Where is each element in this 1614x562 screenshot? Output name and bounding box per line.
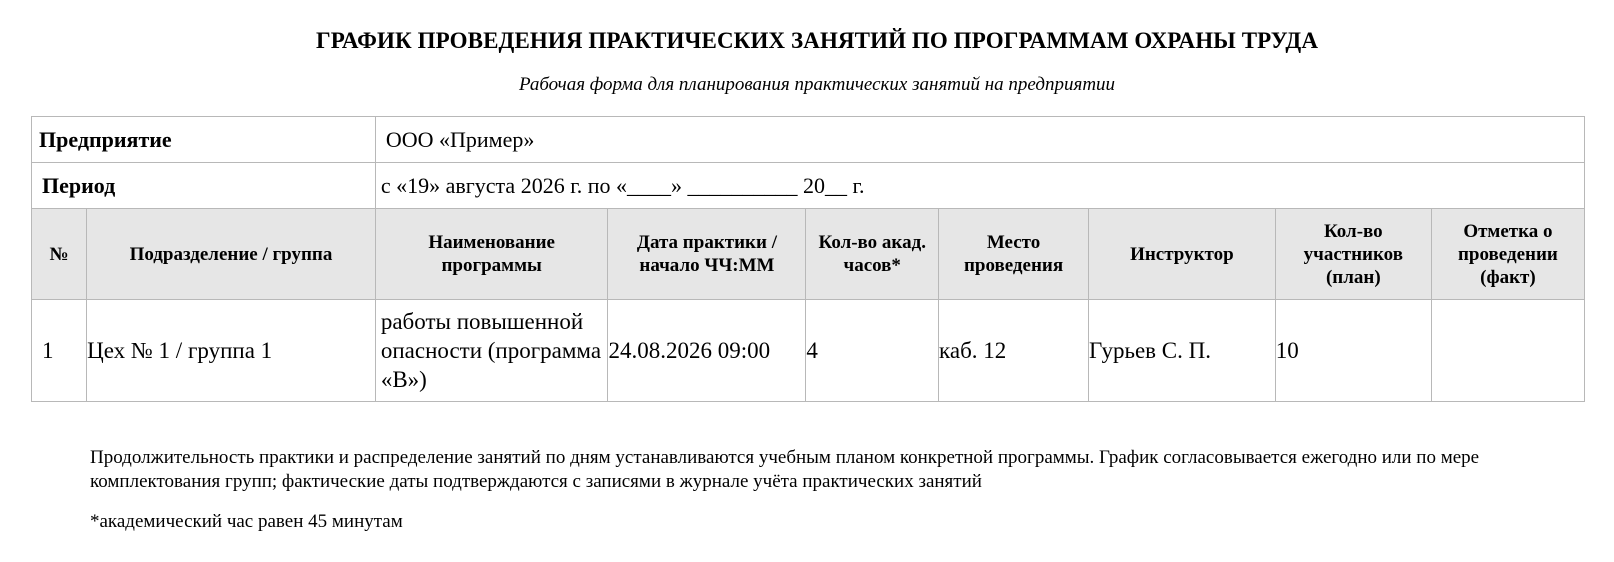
cell-unit: Цех № 1 / группа 1	[87, 300, 376, 402]
cell-participants: 10	[1275, 300, 1431, 402]
header-unit: Подразделение / группа	[87, 209, 376, 300]
note-text: Продолжительность практики и распределение занятий по дням устанавливаются учебным планом конкретной программы. График согласовывается ежегодно или по мере комплектования групп; фактические даты подтверждаются с записями в журнале учёта практических занятий	[90, 447, 1480, 492]
cell-place: каб. 12	[939, 300, 1089, 402]
cell-program: работы повышенной опасности (программа «В»)	[375, 300, 608, 402]
header-number: №	[32, 209, 87, 300]
header-hours: Кол-во акад. часов*	[806, 209, 939, 300]
header-place: Место проведения	[939, 209, 1089, 300]
enterprise-label: Предприятие	[32, 117, 376, 163]
table-row	[32, 300, 1585, 402]
cell-instructor: Гурьев С. П.	[1089, 300, 1276, 402]
cell-hours: 4	[806, 300, 939, 402]
schedule-table	[31, 116, 1585, 402]
period-value: с «19» августа 2026 г. по «____» __________ 20__ г.	[375, 163, 1584, 209]
cell-mark	[1431, 300, 1584, 402]
header-datetime: Дата практики / начало ЧЧ:ММ	[608, 209, 806, 300]
cell-number: 1	[32, 300, 87, 402]
table-header-row	[32, 209, 1585, 300]
enterprise-value: ООО «Пример»	[375, 117, 1584, 163]
header-program: Наименование программы	[375, 209, 608, 300]
period-row	[32, 163, 1585, 209]
header-participants: Кол-во участников (план)	[1275, 209, 1431, 300]
enterprise-row	[32, 117, 1585, 163]
footnote-text: *академический час равен 45 минутам	[90, 511, 403, 532]
page-subtitle: Рабочая форма для планирования практических занятий на предприятии	[518, 74, 1116, 95]
header-mark: Отметка о проведении (факт)	[1431, 209, 1584, 300]
cell-datetime: 24.08.2026 09:00	[608, 300, 806, 402]
period-label: Период	[32, 163, 376, 209]
header-instructor: Инструктор	[1089, 209, 1276, 300]
page-title: ГРАФИК ПРОВЕДЕНИЯ ПРАКТИЧЕСКИХ ЗАНЯТИЙ ПО ПРОГРАММАМ ОХРАНЫ ТРУДА	[315, 28, 1319, 53]
